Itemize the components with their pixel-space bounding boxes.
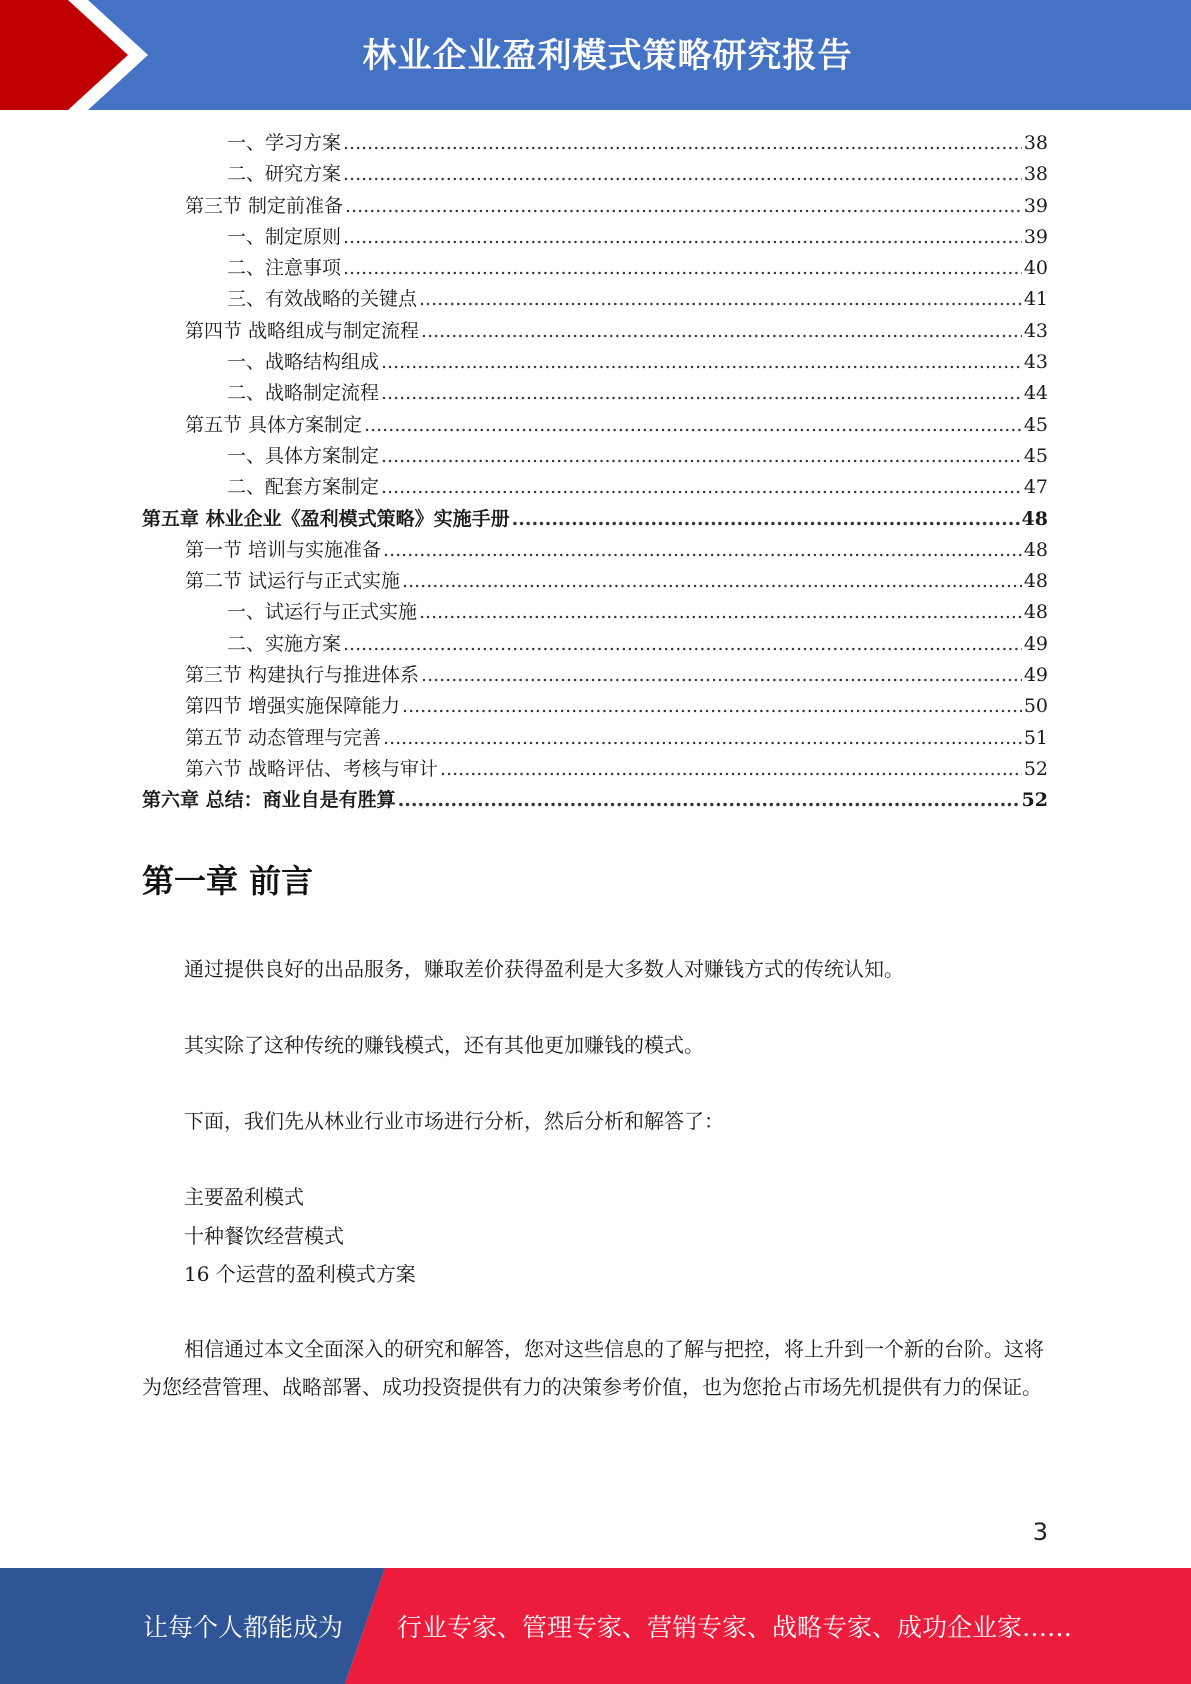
table-of-contents <box>142 128 1048 817</box>
list-item: 16 个运营的盈利模式方案 <box>184 1262 416 1286</box>
toc-entry-label: 二、配套方案制定 <box>227 476 380 499</box>
toc-leader-dots <box>381 476 1022 498</box>
toc-entry-label: 一、制定原则 <box>227 225 342 248</box>
toc-entry-page: 52 <box>1023 757 1048 780</box>
toc-leader-dots <box>421 320 1022 342</box>
document-title: 林业企业盈利模式策略研究报告 <box>362 36 853 76</box>
toc-leader-dots <box>402 695 1022 717</box>
model-list <box>184 1178 416 1294</box>
toc-entry-label: 一、具体方案制定 <box>227 444 380 467</box>
intro-paragraph-1: 通过提供良好的出品服务，赚取差价获得盈利是大多数人对赚钱方式的传统认知。 <box>184 957 904 981</box>
toc-leader-dots <box>421 664 1022 686</box>
toc-leader-dots <box>440 758 1022 780</box>
toc-leader-dots <box>398 789 1020 811</box>
toc-entry[interactable] <box>142 284 1048 315</box>
toc-leader-dots <box>383 727 1022 749</box>
toc-leader-dots <box>345 195 1022 217</box>
toc-leader-dots <box>343 226 1022 248</box>
toc-entry[interactable] <box>142 723 1048 754</box>
toc-entry-label: 第五节 动态管理与完善 <box>185 726 382 749</box>
toc-leader-dots <box>364 414 1022 436</box>
toc-entry-label: 二、战略制定流程 <box>227 382 380 405</box>
toc-entry-page: 38 <box>1023 132 1048 154</box>
toc-entry-label: 一、试运行与正式实施 <box>227 601 418 624</box>
toc-entry-label: 第六节 战略评估、考核与审计 <box>185 757 439 780</box>
toc-leader-dots <box>512 508 1020 530</box>
toc-entry-page: 41 <box>1023 288 1048 311</box>
toc-entry[interactable] <box>142 535 1048 566</box>
toc-entry-label: 第四节 战略组成与制定流程 <box>185 319 420 342</box>
toc-entry[interactable] <box>142 504 1048 535</box>
toc-entry[interactable] <box>142 159 1048 190</box>
toc-entry-page: 45 <box>1023 413 1048 436</box>
toc-entry[interactable] <box>142 691 1048 722</box>
toc-entry-label: 二、研究方案 <box>227 163 342 186</box>
toc-entry-page: 48 <box>1021 507 1048 530</box>
footer-slogan-left: 让每个人都能成为 <box>143 1613 344 1642</box>
toc-entry[interactable] <box>142 566 1048 597</box>
toc-entry-page: 48 <box>1023 601 1048 624</box>
toc-entry-label: 三、有效战略的关键点 <box>227 288 418 311</box>
toc-leader-dots <box>419 288 1022 310</box>
toc-entry-page: 39 <box>1023 194 1048 217</box>
toc-entry-page: 48 <box>1023 538 1048 561</box>
toc-entry-page: 44 <box>1023 382 1048 405</box>
toc-entry-page: 45 <box>1023 444 1048 467</box>
toc-entry[interactable] <box>142 597 1048 628</box>
toc-leader-dots <box>343 633 1022 655</box>
toc-entry[interactable] <box>142 347 1048 378</box>
toc-entry-label: 一、战略结构组成 <box>227 351 380 374</box>
toc-entry[interactable] <box>142 222 1048 253</box>
toc-entry-page: 50 <box>1023 695 1048 718</box>
toc-entry[interactable] <box>142 191 1048 222</box>
toc-entry-label: 第五节 具体方案制定 <box>185 413 363 436</box>
toc-entry-label: 第三节 构建执行与推进体系 <box>185 664 420 687</box>
toc-entry[interactable] <box>142 785 1048 816</box>
toc-leader-dots <box>402 570 1022 592</box>
toc-leader-dots <box>381 351 1022 373</box>
toc-entry[interactable] <box>142 253 1048 284</box>
toc-entry-label: 第五章 林业企业《盈利模式策略》实施手册 <box>142 507 510 530</box>
toc-leader-dots <box>381 382 1022 404</box>
toc-entry-label: 二、实施方案 <box>227 632 342 655</box>
toc-entry-label: 第六章 总结：商业自是有胜算 <box>142 789 396 812</box>
toc-leader-dots <box>383 539 1022 561</box>
toc-entry[interactable] <box>142 316 1048 347</box>
toc-entry-page: 40 <box>1023 257 1048 280</box>
chapter-heading: 第一章 前言 <box>142 862 314 900</box>
toc-entry-label: 第四节 增强实施保障能力 <box>185 695 401 718</box>
toc-entry-page: 52 <box>1021 789 1048 812</box>
toc-entry-page: 49 <box>1023 632 1048 655</box>
list-item: 主要盈利模式 <box>184 1185 304 1209</box>
toc-entry-label: 第二节 试运行与正式实施 <box>185 570 401 593</box>
toc-entry-label: 第三节 制定前准备 <box>185 194 344 217</box>
page-footer <box>0 1568 1191 1684</box>
intro-paragraph-2: 其实除了这种传统的赚钱模式，还有其他更加赚钱的模式。 <box>184 1033 704 1057</box>
intro-paragraph-3: 下面，我们先从林业行业市场进行分析，然后分析和解答了： <box>184 1109 724 1133</box>
toc-entry-page: 43 <box>1023 319 1048 342</box>
toc-entry-page: 39 <box>1023 225 1048 248</box>
toc-entry[interactable] <box>142 410 1048 441</box>
toc-entry-label: 二、注意事项 <box>227 257 342 280</box>
toc-entry-page: 47 <box>1023 476 1048 499</box>
toc-leader-dots <box>419 601 1022 623</box>
toc-entry-page: 38 <box>1023 163 1048 186</box>
toc-entry-page: 48 <box>1023 570 1048 593</box>
toc-entry-label: 一、学习方案 <box>227 132 342 154</box>
toc-entry[interactable] <box>142 660 1048 691</box>
page-number: 3 <box>1032 1518 1048 1546</box>
toc-entry[interactable] <box>142 472 1048 503</box>
toc-entry-label: 第一节 培训与实施准备 <box>185 538 382 561</box>
toc-leader-dots <box>343 132 1022 154</box>
toc-entry[interactable] <box>142 378 1048 409</box>
toc-leader-dots <box>343 257 1022 279</box>
toc-entry[interactable] <box>142 128 1048 159</box>
toc-entry[interactable] <box>142 629 1048 660</box>
toc-entry-page: 43 <box>1023 351 1048 374</box>
footer-slogan-right: 行业专家、管理专家、营销专家、战略专家、成功企业家…… <box>397 1613 1073 1642</box>
list-item: 十种餐饮经营模式 <box>184 1223 344 1248</box>
intro-paragraph-4: 相信通过本文全面深入的研究和解答，您对这些信息的了解与把控，将上升到一个新的台阶。这将为您经营管理、战略部署、成功投资提供有力的决策参考价值，也为您抢占市场先机提供有力的保证。 <box>142 1337 1044 1399</box>
toc-entry-page: 49 <box>1023 664 1048 687</box>
toc-entry[interactable] <box>142 441 1048 472</box>
toc-entry[interactable] <box>142 754 1048 785</box>
page-header <box>0 0 1191 110</box>
toc-entry-page: 51 <box>1023 726 1048 749</box>
toc-leader-dots <box>343 163 1022 185</box>
toc-leader-dots <box>381 445 1022 467</box>
